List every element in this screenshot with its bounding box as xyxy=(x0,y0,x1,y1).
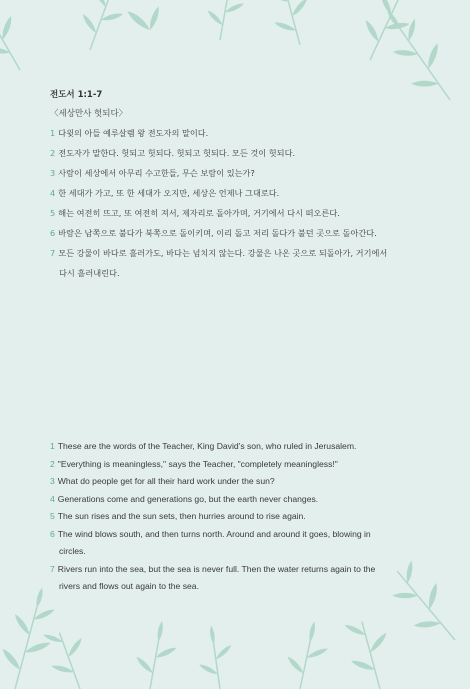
english-verse xyxy=(50,508,420,526)
verse-text: 다윗의 아들 예루살렘 왕 전도자의 말이다. xyxy=(58,128,209,138)
english-verse xyxy=(50,491,420,509)
verse-text: 바람은 남쪽으로 불다가 북쪽으로 돌이키며, 이리 돌고 저리 돌다가 불던 곳으로 돌아간다. xyxy=(58,228,377,238)
english-verse xyxy=(50,438,420,456)
verse-text-continued: 다시 흘러내린다. xyxy=(59,268,120,278)
verse-text: What do people get for all their hard work under the sun? xyxy=(57,476,275,486)
english-verse xyxy=(50,456,420,474)
korean-verse xyxy=(50,203,420,223)
verse-number: 3 xyxy=(50,168,56,178)
verse-number: 4 xyxy=(50,188,56,198)
korean-verse xyxy=(50,123,420,143)
verse-text: 사람이 세상에서 아무리 수고한들, 무슨 보람이 있는가? xyxy=(58,168,255,178)
verse-text: 한 세대가 가고, 또 한 세대가 오지만, 세상은 언제나 그대로다. xyxy=(58,188,280,198)
verse-number: 7 xyxy=(50,248,56,258)
verse-number: 1 xyxy=(50,128,56,138)
verse-number: 2 xyxy=(50,148,56,158)
english-verse xyxy=(50,526,420,561)
verse-text: Generations come and generations go, but the earth never changes. xyxy=(57,493,319,504)
verse-text: The wind blows south, and then turns north. Around and around it goes, blowing in xyxy=(57,528,371,539)
english-verses xyxy=(50,438,420,596)
verse-text: These are the words of the Teacher, King David's son, who ruled in Jerusalem. xyxy=(57,441,357,451)
verse-number: 5 xyxy=(50,208,56,218)
verse-number: 7 xyxy=(50,563,55,574)
korean-verse xyxy=(50,243,420,283)
verse-text: Rivers run into the sea, but the sea is never full. Then the water returns again to the xyxy=(57,563,376,574)
korean-verse xyxy=(50,183,420,203)
verse-text: 해는 여전히 뜨고, 또 여전히 져서, 제자리로 돌아가며, 거기에서 다시 떠오른다. xyxy=(58,208,340,218)
passage-reference: 전도서 1:1-7 xyxy=(50,90,103,100)
korean-verse xyxy=(50,163,420,183)
english-verse xyxy=(50,473,420,491)
verse-number: 6 xyxy=(50,528,55,539)
verse-number: 6 xyxy=(50,228,56,238)
verse-text: 전도자가 말한다. 헛되고 헛되다. 헛되고 헛되다. 모든 것이 헛되다. xyxy=(58,148,296,158)
verse-number: 4 xyxy=(50,493,55,504)
verse-text: The sun rises and the sun sets, then hurries around to rise again. xyxy=(57,511,306,521)
korean-verse xyxy=(50,223,420,243)
passage-subtitle: 〈세상만사 헛되다〉 xyxy=(50,109,128,119)
verse-number: 3 xyxy=(50,476,55,486)
verse-text: 모든 강물이 바다로 흘러가도, 바다는 넘치지 않는다. 강물은 나온 곳으로 되돌아가, 거기에서 xyxy=(58,248,388,258)
verse-number: 5 xyxy=(50,511,55,521)
korean-verse xyxy=(50,143,420,163)
english-verse xyxy=(50,561,420,596)
verse-number: 2 xyxy=(50,458,55,469)
korean-verses xyxy=(50,123,420,283)
verse-number: 1 xyxy=(50,441,55,451)
verse-text: "Everything is meaningless," says the Teacher, "completely meaningless!" xyxy=(57,458,338,469)
verse-text-continued: circles. xyxy=(59,546,86,556)
verse-text-continued: rivers and flows out again to the sea. xyxy=(59,581,199,591)
